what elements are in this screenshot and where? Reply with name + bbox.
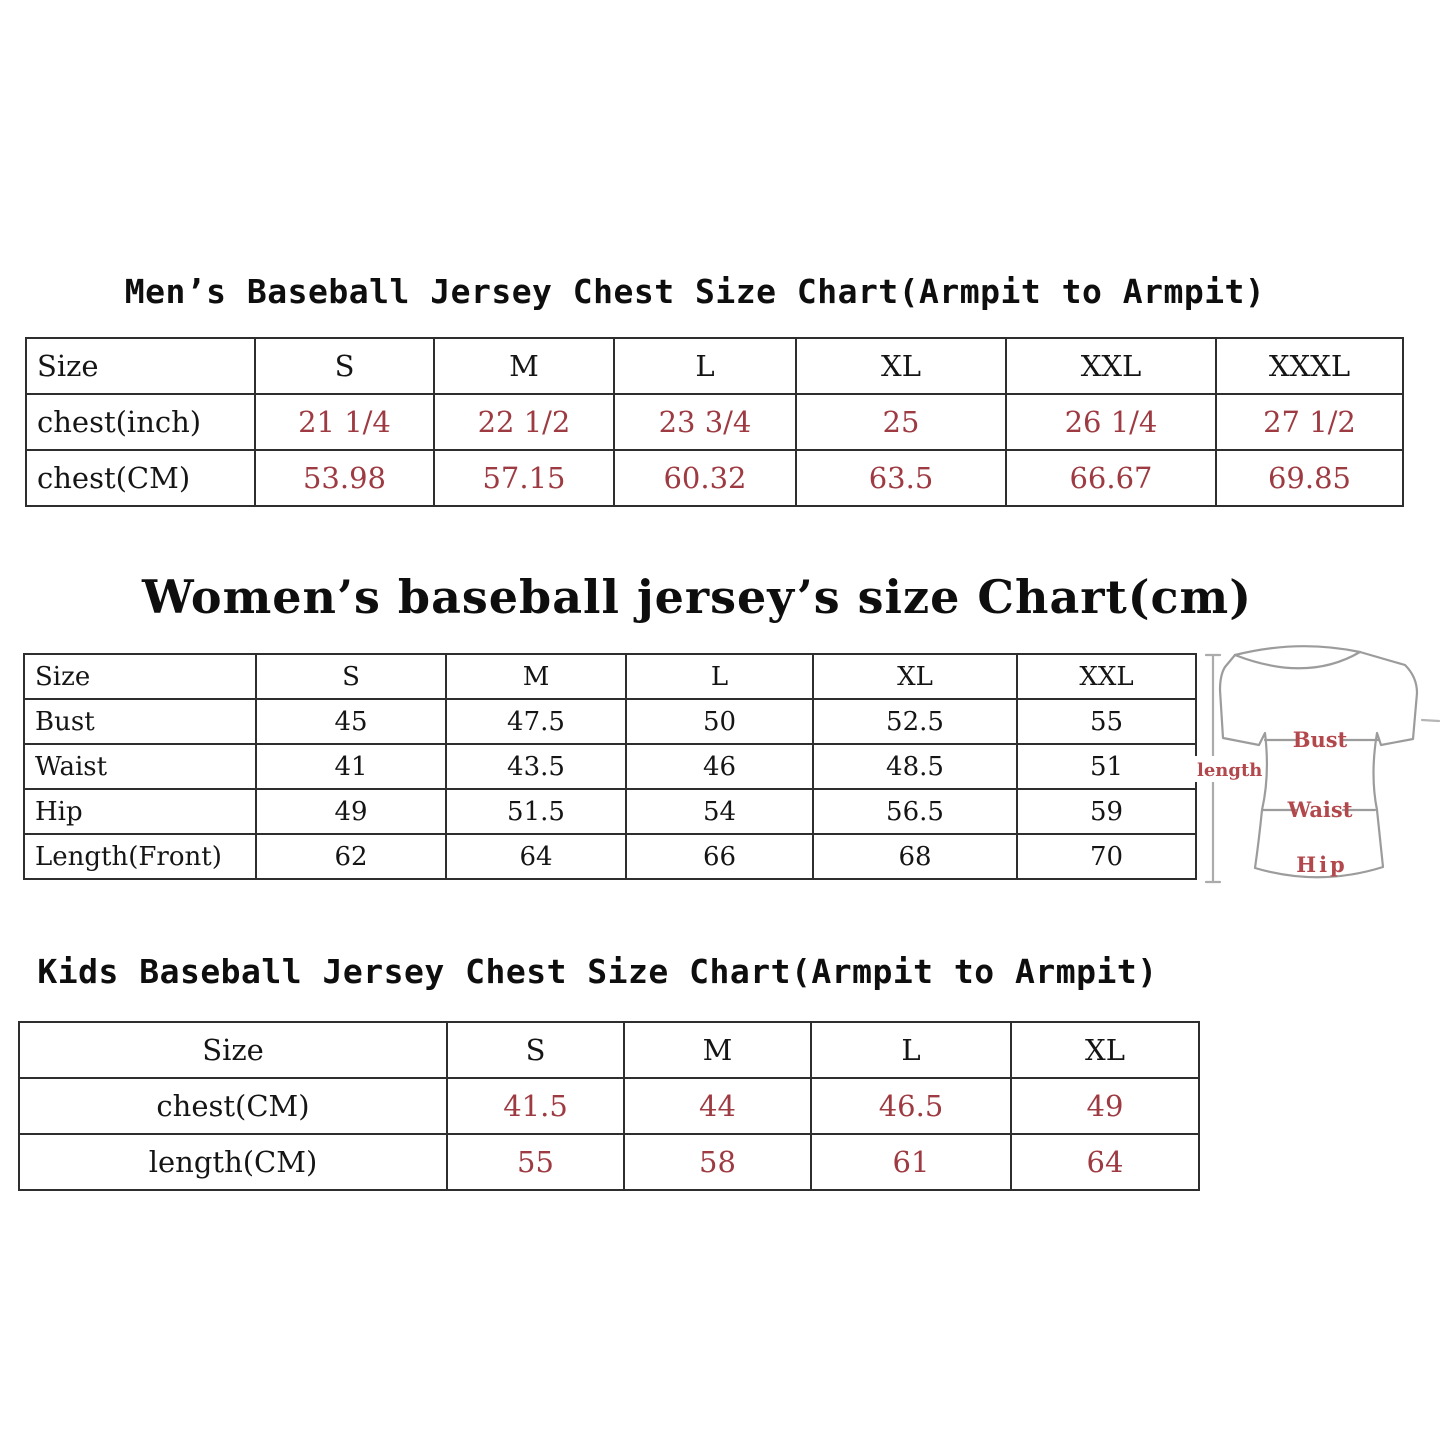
row-label: Hip (24, 789, 256, 834)
kids-size-table (18, 1021, 1200, 1191)
size-value: 70 (1017, 834, 1196, 879)
table-row (19, 1134, 1199, 1190)
column-header: XL (1011, 1022, 1199, 1078)
row-label: Waist (24, 744, 256, 789)
column-header: S (447, 1022, 624, 1078)
size-value: 21 1/4 (255, 394, 434, 450)
column-header: XL (813, 654, 1017, 699)
column-header: S (255, 338, 434, 394)
row-label: chest(CM) (26, 450, 255, 506)
size-value: 61 (811, 1134, 1011, 1190)
table-row (24, 789, 1196, 834)
size-value: 51.5 (446, 789, 626, 834)
table-row (24, 744, 1196, 789)
size-value: 26 1/4 (1006, 394, 1216, 450)
size-value: 43.5 (446, 744, 626, 789)
size-value: 56.5 (813, 789, 1017, 834)
table-row (26, 450, 1403, 506)
sleeve-dash-mark (1422, 720, 1439, 721)
size-value: 60.32 (614, 450, 796, 506)
column-header: M (624, 1022, 811, 1078)
mens-chart-title: Men’s Baseball Jersey Chest Size Chart(Armpit to Armpit) (124, 272, 1266, 311)
size-value: 57.15 (434, 450, 614, 506)
size-value: 62 (256, 834, 446, 879)
size-value: 63.5 (796, 450, 1006, 506)
header-row (19, 1022, 1199, 1078)
size-value: 51 (1017, 744, 1196, 789)
size-corner-label: Size (24, 654, 256, 699)
column-header: XXXL (1216, 338, 1403, 394)
size-value: 22 1/2 (434, 394, 614, 450)
size-value: 68 (813, 834, 1017, 879)
womens-size-table (23, 653, 1197, 880)
column-header: XXL (1017, 654, 1196, 699)
column-header: L (811, 1022, 1011, 1078)
size-value: 66 (626, 834, 813, 879)
bust-label: Bust (1292, 727, 1348, 752)
size-value: 45 (256, 699, 446, 744)
size-value: 50 (626, 699, 813, 744)
size-value: 58 (624, 1134, 811, 1190)
size-value: 25 (796, 394, 1006, 450)
collar-neckline (1235, 652, 1360, 668)
header-row (24, 654, 1196, 699)
row-label: Length(Front) (24, 834, 256, 879)
size-value: 55 (447, 1134, 624, 1190)
column-header: XXL (1006, 338, 1216, 394)
kids-chart-title: Kids Baseball Jersey Chest Size Chart(Armpit to Armpit) (37, 952, 1158, 991)
size-value: 41 (256, 744, 446, 789)
size-value: 47.5 (446, 699, 626, 744)
row-label: chest(CM) (19, 1078, 447, 1134)
column-header: M (446, 654, 626, 699)
column-header: M (434, 338, 614, 394)
table-row (19, 1078, 1199, 1134)
row-label: length(CM) (19, 1134, 447, 1190)
column-header: L (614, 338, 796, 394)
column-header: L (626, 654, 813, 699)
collar-top-line (1235, 646, 1360, 655)
size-value: 49 (1011, 1078, 1199, 1134)
waist-label: Waist (1287, 797, 1353, 822)
size-value: 46 (626, 744, 813, 789)
table-row (24, 699, 1196, 744)
size-value: 59 (1017, 789, 1196, 834)
size-value: 41.5 (447, 1078, 624, 1134)
column-header: XL (796, 338, 1006, 394)
size-value: 23 3/4 (614, 394, 796, 450)
size-value: 27 1/2 (1216, 394, 1403, 450)
size-corner-label: Size (19, 1022, 447, 1078)
size-value: 64 (1011, 1134, 1199, 1190)
size-value: 44 (624, 1078, 811, 1134)
header-row (26, 338, 1403, 394)
size-value: 66.67 (1006, 450, 1216, 506)
womens-chart-title: Women’s baseball jersey’s size Chart(cm) (142, 570, 1252, 624)
mens-size-table (25, 337, 1404, 507)
size-value: 49 (256, 789, 446, 834)
table-row (26, 394, 1403, 450)
size-value: 53.98 (255, 450, 434, 506)
size-value: 48.5 (813, 744, 1017, 789)
row-label: chest(inch) (26, 394, 255, 450)
size-value: 69.85 (1216, 450, 1403, 506)
size-value: 64 (446, 834, 626, 879)
table-row (24, 834, 1196, 879)
length-label: length (1197, 760, 1263, 781)
size-corner-label: Size (26, 338, 255, 394)
size-value: 54 (626, 789, 813, 834)
tshirt-measurement-diagram (1195, 635, 1445, 920)
size-value: 52.5 (813, 699, 1017, 744)
row-label: Bust (24, 699, 256, 744)
hip-label: Hip (1296, 852, 1348, 877)
size-value: 55 (1017, 699, 1196, 744)
column-header: S (256, 654, 446, 699)
size-value: 46.5 (811, 1078, 1011, 1134)
